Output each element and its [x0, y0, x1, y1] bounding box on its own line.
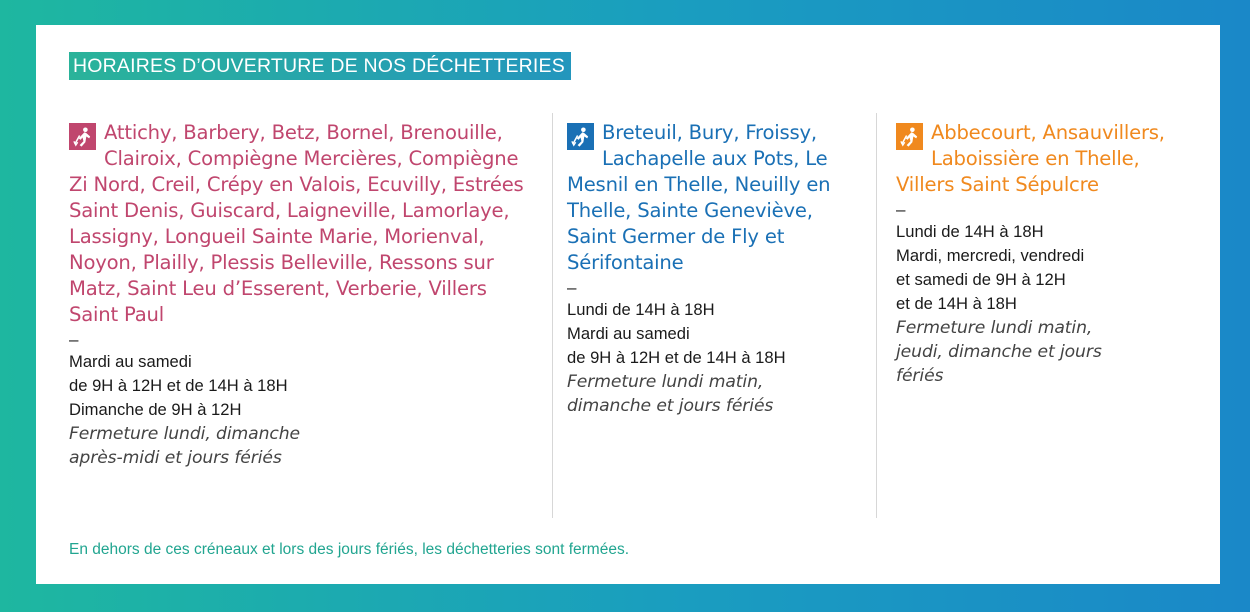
- recycling-person-icon: [567, 123, 594, 150]
- opening-hours: [567, 298, 867, 370]
- hours-line: et samedi de 9H à 12H: [896, 270, 1066, 289]
- hours-line: Lundi de 14H à 18H: [567, 300, 715, 319]
- places-list: [567, 120, 867, 276]
- page-title: HORAIRES D’OUVERTURE DE NOS DÉCHETTERIES: [69, 52, 571, 80]
- opening-hours: [896, 220, 1196, 316]
- separator-dash: –: [567, 278, 577, 297]
- places-text: Attichy, Barbery, Betz, Bornel, Brenouille, Clairoix, Compiègne Mercières, Compiègne Zi Nord, Creil, Crépy en Valois, Ecuvilly, Estrées Saint Denis, Guiscard, Laigneville, Lamorlaye, Lassigny, Longueil Sainte Marie, Morienval, Noyon, Plailly, Plessis Belleville, Ressons sur Matz, Saint Leu d’Esserent, Verberie, Villers Saint Paul: [69, 121, 524, 326]
- places-text: Abbecourt, Ansauvillers, Laboissière en Thelle, Villers Saint Sépulcre: [896, 121, 1165, 196]
- note-line: fériés: [896, 366, 944, 386]
- separator-dash: –: [69, 330, 79, 349]
- hours-line: Mardi, mercredi, vendredi: [896, 246, 1085, 265]
- column-blue: [567, 120, 867, 418]
- column-orange: [896, 120, 1196, 388]
- note-line: dimanche et jours fériés: [567, 396, 774, 416]
- closure-note: [567, 370, 867, 418]
- hours-line: de 9H à 12H et de 14H à 18H: [69, 376, 288, 395]
- hours-line: Dimanche de 9H à 12H: [69, 400, 242, 419]
- note-line: Fermeture lundi matin,: [567, 372, 764, 392]
- note-line: Fermeture lundi matin,: [896, 318, 1093, 338]
- closure-note: [896, 316, 1196, 388]
- closure-note: [69, 422, 529, 470]
- hours-line: Mardi au samedi: [567, 324, 690, 343]
- note-line: après-midi et jours fériés: [69, 448, 282, 468]
- column-pink: [69, 120, 529, 470]
- opening-hours: [69, 350, 529, 422]
- column-divider: [876, 113, 877, 518]
- hours-line: Mardi au samedi: [69, 352, 192, 371]
- hours-line: Lundi de 14H à 18H: [896, 222, 1044, 241]
- recycling-person-icon: [69, 123, 96, 150]
- places-list: [896, 120, 1196, 198]
- note-line: jeudi, dimanche et jours: [896, 342, 1102, 362]
- note-line: Fermeture lundi, dimanche: [69, 424, 301, 444]
- hours-line: de 9H à 12H et de 14H à 18H: [567, 348, 786, 367]
- schedule-card: [36, 25, 1220, 584]
- places-text: Breteuil, Bury, Froissy, Lachapelle aux Pots, Le Mesnil en Thelle, Neuilly en Thelle, Sainte Geneviève, Saint Germer de Fly et Sérifontaine: [567, 121, 831, 274]
- hours-line: et de 14H à 18H: [896, 294, 1017, 313]
- recycling-person-icon: [896, 123, 923, 150]
- places-list: [69, 120, 529, 328]
- separator-dash: –: [896, 200, 906, 219]
- footer-note: En dehors de ces créneaux et lors des jours fériés, les déchetteries sont fermées.: [69, 541, 630, 558]
- column-divider: [552, 113, 553, 518]
